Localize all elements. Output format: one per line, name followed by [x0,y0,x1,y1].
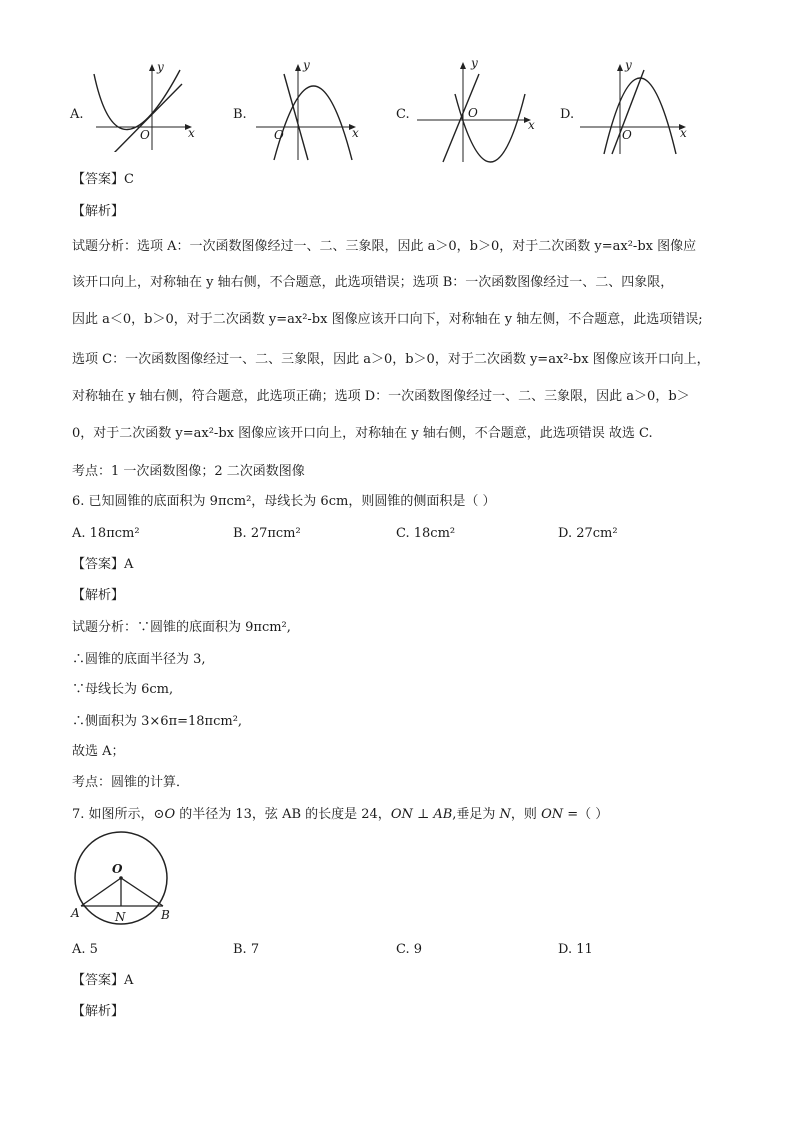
graph-a-y-label: y [157,60,164,74]
q7-on-perp-ab: ON ⊥ AB [390,807,453,822]
q7-radius-ob [121,878,163,906]
q6-option-b: B. 27πcm² [233,526,301,541]
q6-option-d: D. 27cm² [558,526,618,541]
q7-label-a: A [71,906,80,920]
q7-segment-on: ON [541,807,564,822]
graph-d-parabola [604,78,676,154]
q5-analysis-line-6: 0，对于二次函数 y=ax²-bx 图像应该开口向上，对称轴在 y 轴右侧，不合题意，此选项错误 故选 C. [72,426,653,441]
q6-answer: 【答案】A [72,557,134,572]
q7-answer: 【答案】A [72,973,134,988]
q7-point-n: N [499,807,511,822]
graph-c-parabola [455,94,525,162]
graph-b-x-label: x [352,126,359,140]
q7-stem-mid3: ，则 [510,807,542,822]
q6-analysis-line-5: 故选 A； [72,744,125,759]
q6-option-a: A. 18πcm² [72,526,140,541]
graph-a-origin: O [140,128,150,142]
q7-stem [72,805,608,825]
graph-c-y-label: y [471,56,478,70]
option-d-label: D. [560,107,575,122]
q5-analysis-label: 【解析】 [72,204,125,219]
graph-c [415,58,535,164]
option-c-label: C. [396,107,410,122]
q7-analysis-label: 【解析】 [72,1004,125,1019]
q6-stem: 6. 已知圆锥的底面积为 9πcm²，母线长为 6cm，则圆锥的侧面积是（ ） [72,494,496,509]
q7-label-b: B [161,908,170,922]
graph-d-origin: O [622,128,632,142]
q7-label-o: O [112,862,123,876]
q6-analysis-line-1: 试题分析：∵圆锥的底面积为 9πcm², [72,620,291,635]
q7-label-n: N [115,910,126,924]
q5-analysis-line-5: 对称轴在 y 轴右侧，符合题意，此选项正确；选项 D：一次函数图像经过一、二、三象限，因此 a＞0，b＞ [72,389,690,404]
q5-analysis-line-4: 选项 C：一次函数图像经过一、二、三象限，因此 a＞0，b＞0，对于二次函数 y=ax²-bx 图像应该开口向上， [72,352,710,367]
q5-analysis-line-3: 因此 a＜0，b＞0，对于二次函数 y=ax²-bx 图像应该开口向下，对称轴在 y 轴左侧，不合题意，此选项错误; [72,312,703,327]
q7-option-c: C. 9 [396,942,423,957]
q5-answer: 【答案】C [72,172,134,187]
graph-d [578,58,690,156]
q6-option-c: C. 18cm² [396,526,456,541]
q6-analysis-label: 【解析】 [72,588,125,603]
graph-a [88,62,198,152]
q7-stem-mid1: 的半径为 13，弦 AB 的长度是 24， [175,807,391,822]
q7-circle-figure [68,830,178,930]
graph-b-origin: O [274,128,284,142]
q7-stem-end: =（ ） [563,807,609,822]
graph-b [252,58,362,162]
graph-d-y-label: y [625,58,632,72]
graph-a-x-label: x [188,126,195,140]
q7-option-b: B. 7 [233,942,260,957]
graph-d-x-label: x [680,126,687,140]
q6-kaodian: 考点：圆锥的计算． [72,775,190,790]
q6-analysis-line-3: ∵母线长为 6cm, [72,682,174,697]
graph-c-x-label: x [528,118,535,132]
q7-radius-oa [81,878,121,906]
q6-analysis-line-2: ∴圆锥的底面半径为 3, [72,652,206,667]
option-b-label: B. [233,107,247,122]
q6-analysis-line-4: ∴侧面积为 3×6π=18πcm², [72,714,243,729]
q7-stem-mid2: ,垂足为 [452,807,500,822]
q7-stem-pre: 7. 如图所示， [72,807,154,822]
q5-analysis-line-2: 该开口向上，对称轴在 y 轴右侧，不合题意，此选项错误；选项 B：一次函数图像经过一、二、四象限， [72,275,674,290]
q7-option-a: A. 5 [72,942,98,957]
graph-b-y-label: y [303,58,310,72]
q7-circle-o: O [164,807,176,822]
q7-circle-symbol: ⊙ [153,807,165,822]
q5-analysis-line-1: 试题分析：选项 A：一次函数图像经过一、二、三象限，因此 a＞0，b＞0，对于二次函数 y=ax²-bx 图像应 [72,239,697,254]
q7-option-d: D. 11 [558,942,593,957]
graph-b-parabola [274,86,352,160]
graph-c-origin: O [468,106,478,120]
q5-kaodian: 考点：1 一次函数图像；2 二次函数图像 [72,464,305,479]
option-a-label: A. [70,107,84,122]
